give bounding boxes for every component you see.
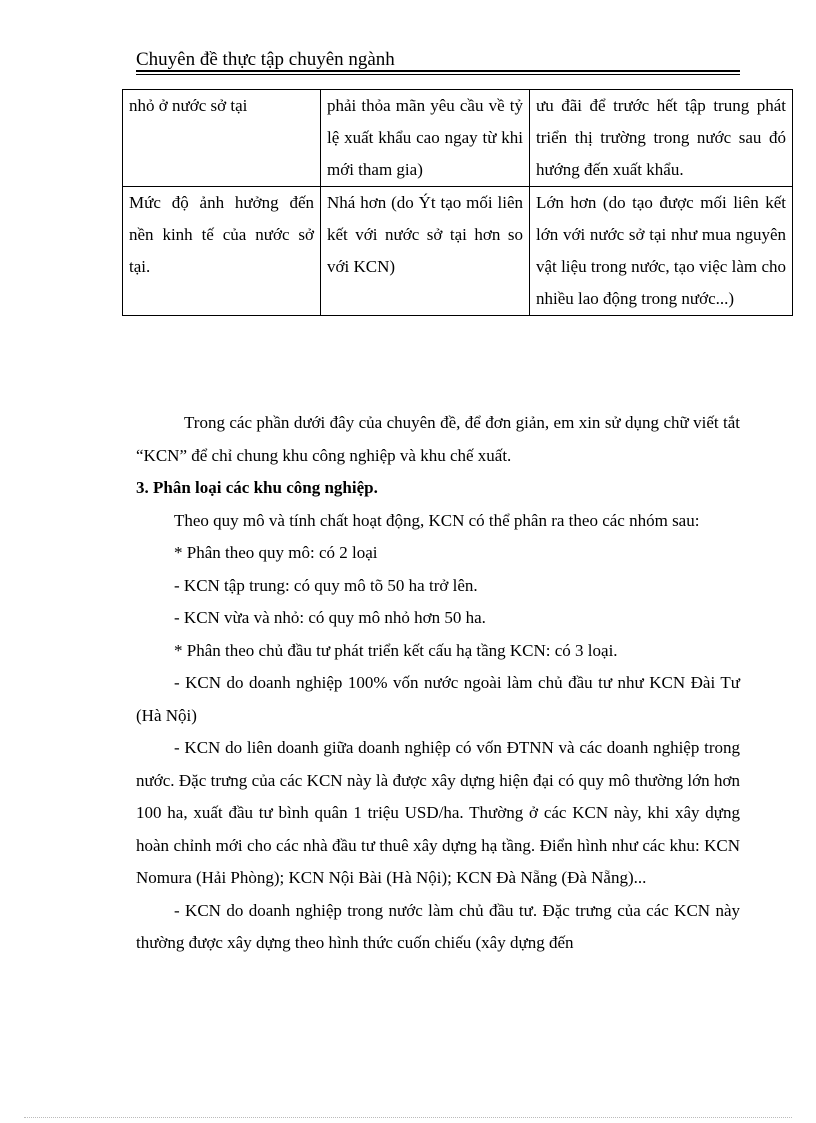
table-row bbox=[123, 187, 793, 316]
table-cell: ưu đãi để trước hết tập trung phát triển thị trường trong nước sau đó hướng đến xuất khẩu. bbox=[530, 90, 793, 187]
paragraph: - KCN do doanh nghiệp 100% vốn nước ngoài làm chủ đầu tư như KCN Đài Tư (Hà Nội) bbox=[136, 673, 740, 725]
page-header-title: Chuyên đề thực tập chuyên ngành bbox=[136, 49, 395, 70]
paragraph: - KCN tập trung: có quy mô tõ 50 ha trở lên. bbox=[174, 575, 478, 595]
body-text bbox=[136, 407, 740, 960]
table-cell: Nhá hơn (do Ýt tạo mối liên kết với nước sở tại hơn so với KCN) bbox=[321, 187, 530, 316]
paragraph: Theo quy mô và tính chất hoạt động, KCN có thể phân ra theo các nhóm sau: bbox=[174, 510, 700, 530]
table-row bbox=[123, 90, 793, 187]
paragraph: * Phân theo chủ đầu tư phát triển kết cấu hạ tầng KCN: có 3 loại. bbox=[174, 640, 618, 660]
paragraph: - KCN do doanh nghiệp trong nước làm chủ đầu tư. Đặc trưng của các KCN này thường được xây dựng theo hình thức cuốn chiếu (xây dựng đến bbox=[136, 900, 740, 952]
table-cell: nhỏ ở nước sở tại bbox=[123, 90, 321, 187]
paragraph: - KCN vừa và nhỏ: có quy mô nhỏ hơn 50 ha. bbox=[174, 608, 486, 627]
page-bottom-border bbox=[24, 1117, 792, 1118]
table-cell: Lớn hơn (do tạo được mối liên kết lớn với nước sở tại như mua nguyên vật liệu trong nước, tạo việc làm cho nhiều lao động trong nước...) bbox=[530, 187, 793, 316]
comparison-table bbox=[122, 89, 793, 316]
paragraph: Trong các phần dưới đây của chuyên đề, để đơn giản, em xin sử dụng chữ viết tắt “KCN” để chỉ chung khu công nghiệp và khu chế xuất. bbox=[136, 413, 740, 465]
paragraph: - KCN do liên doanh giữa doanh nghiệp có vốn ĐTNN và các doanh nghiệp trong nước. Đặc trưng của các KCN này là được xây dựng hiện đại có quy mô thường lớn hơn 100 ha, xuất đầu tư bình quân 1 triệu USD/ha. Thường ở các KCN này, khi xây dựng hoàn chỉnh mới cho các nhà đầu tư thuê xây dựng hạ tầng. Điển hình như các khu: KCN Nomura (Hải Phòng); KCN Nội Bài (Hà Nội); KCN Đà Nẵng (Đà Nẵng)... bbox=[136, 738, 740, 887]
header-rule-secondary bbox=[136, 74, 740, 75]
header-rule bbox=[136, 70, 740, 72]
section-heading: 3. Phân loại các khu công nghiệp. bbox=[136, 478, 378, 497]
paragraph: * Phân theo quy mô: có 2 loại bbox=[174, 543, 378, 562]
table-cell: Mức độ ảnh hưởng đến nền kinh tế của nước sở tại. bbox=[123, 187, 321, 316]
table-cell: phải thỏa mãn yêu cầu về tỷ lệ xuất khẩu cao ngay từ khi mới tham gia) bbox=[321, 90, 530, 187]
page-header bbox=[136, 48, 740, 74]
